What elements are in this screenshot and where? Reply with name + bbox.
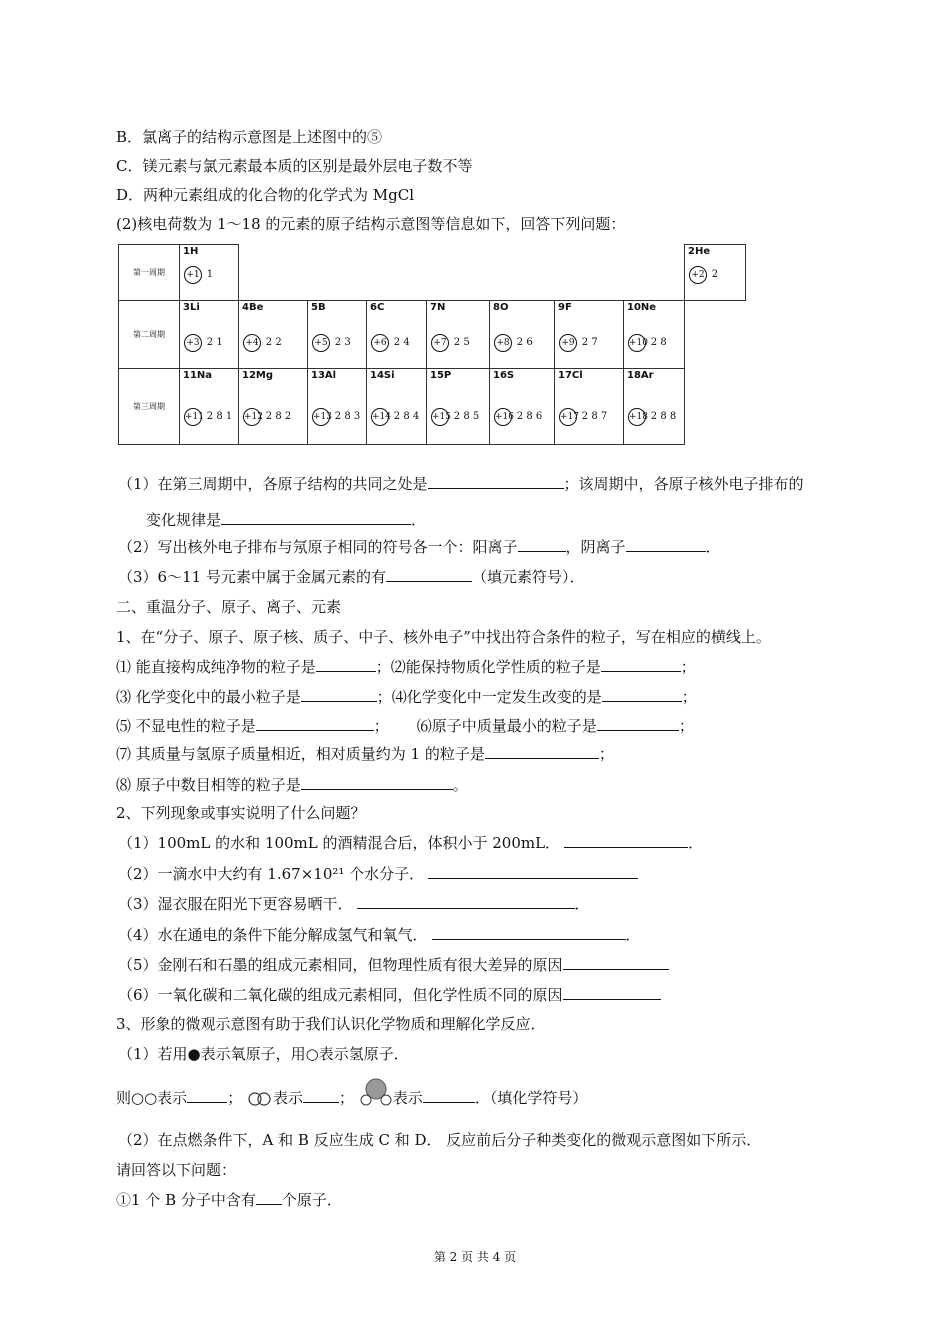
h2-molecule-icon: [247, 1091, 273, 1107]
nucleus-charge: +1: [184, 266, 202, 284]
element-symbol: 10Ne: [627, 302, 657, 313]
cell-element: [367, 301, 427, 369]
cell-element: [427, 369, 490, 445]
p7-line: [116, 744, 614, 764]
u5-end: 个原子．: [281, 1191, 342, 1209]
nucleus-charge: +18: [628, 408, 646, 426]
atom-diagram: [559, 405, 607, 426]
question-2-intro: (2)核电荷数为 1～18 的元素的原子结构示意图等信息如下，回答下列问题：: [116, 215, 626, 233]
electron-shells: 2 1: [206, 337, 223, 348]
electron-shells: 2 8 6: [516, 411, 543, 422]
p7-text: ⑺ 其质量与氢原子质量相近，相对质量约为 1 的粒子是: [116, 745, 485, 763]
atom-diagram: [184, 405, 232, 426]
electron-shells: 2 8 8: [650, 411, 677, 422]
atom-diagram: [371, 331, 410, 352]
atom-diagram: [559, 331, 598, 352]
answer-blank[interactable]: [626, 537, 706, 552]
q3-text: （3）6～11 号元素中属于金属元素的有: [118, 568, 386, 586]
row-label-2: 第二周期: [119, 301, 180, 369]
q2-text: （2）写出核外电子排布与氖原子相同的符号各一个：阳离子: [118, 538, 518, 556]
element-symbol: 4Be: [242, 302, 264, 313]
q2-end: ．: [705, 538, 721, 556]
answer-blank[interactable]: [357, 894, 575, 909]
electron-shells: 2 8 5: [453, 411, 480, 422]
p8-line: [116, 775, 468, 795]
atom-diagram: [494, 331, 533, 352]
electron-shells: 2 8 1: [206, 411, 233, 422]
answer-blank[interactable]: [602, 687, 682, 702]
atom-diagram: [312, 331, 351, 352]
nucleus-charge: +3: [184, 334, 202, 352]
answer-blank[interactable]: [564, 833, 688, 848]
u1-line: （1）若用●表示氧原子，用○表示氢原子．: [118, 1045, 409, 1063]
electron-shells: 2 3: [334, 337, 351, 348]
t1-text: （1）100mL 的水和 100mL 的酒精混合后，体积小于 200mL．: [118, 834, 561, 852]
t6-text: （6）一氧化碳和二氧化碳的组成元素相同，但化学性质不同的原因: [118, 986, 563, 1004]
q2-text-b: ，阴离子: [565, 538, 626, 556]
answer-blank[interactable]: [316, 657, 376, 672]
element-symbol: 7N: [430, 302, 446, 313]
answer-blank[interactable]: [303, 1088, 339, 1103]
nucleus-charge: +6: [371, 334, 389, 352]
page-footer: 第 2 页 共 4 页: [433, 1250, 517, 1264]
answer-blank[interactable]: [601, 657, 681, 672]
answer-blank[interactable]: [256, 716, 374, 731]
p5-end: ；: [678, 717, 694, 735]
q2-line: [118, 537, 721, 557]
atom-diagram: [431, 405, 479, 426]
q1-line-2: [146, 510, 426, 530]
empty-span: [239, 245, 685, 301]
t3-text: （3）湿衣服在阳光下更容易晒干．: [118, 895, 353, 913]
element-symbol: 17Cl: [558, 370, 583, 381]
t1-line: [118, 833, 703, 853]
answer-blank[interactable]: [301, 775, 453, 790]
element-symbol: 5B: [311, 302, 326, 313]
cell-element: [490, 369, 555, 445]
t6-line: [118, 985, 661, 1005]
p5-text-c: ⑹原子中质量最小的粒子是: [416, 717, 597, 735]
element-symbol: 12Mg: [242, 370, 274, 381]
u2-text-c: 表示: [272, 1089, 303, 1107]
cell-element: [180, 369, 239, 445]
section-2-heading: 二、重温分子、原子、离子、元素: [116, 598, 342, 616]
p8-end: 。: [452, 776, 468, 794]
answer-blank[interactable]: [597, 716, 679, 731]
answer-blank[interactable]: [518, 537, 566, 552]
answer-blank[interactable]: [432, 925, 626, 940]
atom-diagram: [494, 405, 542, 426]
t3-end: ．: [574, 895, 590, 913]
q1-text-c: 变化规律是: [146, 511, 222, 529]
cell-element: [308, 369, 367, 445]
cell-element: [555, 301, 624, 369]
nucleus-charge: +12: [243, 408, 261, 426]
q3-text-b: （填元素符号）．: [471, 568, 585, 586]
q3-line: [118, 567, 584, 587]
atom-diagram: [628, 405, 676, 426]
nucleus-charge: +4: [243, 334, 261, 352]
p7-end: ；: [598, 745, 614, 763]
electron-shells: 2 8 4: [393, 411, 420, 422]
t4-end: ．: [625, 926, 641, 944]
part-1-instruction: 1、在“分子、原子、原子核、质子、中子、核外电子”中找出符合条件的粒子，写在相应的横线上。: [116, 628, 771, 646]
answer-blank[interactable]: [187, 1088, 227, 1103]
u2-text-e: 表示: [392, 1089, 423, 1107]
answer-blank[interactable]: [428, 864, 638, 879]
nucleus-charge: +5: [312, 334, 330, 352]
option-d: D．两种元素组成的化合物的化学式为 MgCl: [116, 186, 415, 204]
element-symbol: 1H: [183, 246, 199, 257]
answer-blank[interactable]: [563, 985, 661, 1000]
option-c: C．镁元素与氯元素最本质的区别是最外层电子数不等: [116, 157, 473, 175]
u2-line: [116, 1088, 587, 1108]
u4-line: 请回答以下问题：: [116, 1161, 237, 1179]
q1-text-b: ；该周期中，各原子核外电子排布的: [563, 475, 804, 493]
u2-sep-2: ；: [339, 1089, 355, 1107]
answer-blank[interactable]: [485, 744, 599, 759]
p3-text-b: ；⑷化学变化中一定发生改变的是: [376, 688, 602, 706]
nucleus-charge: +8: [494, 334, 512, 352]
electron-shells: 2 8 3: [334, 411, 361, 422]
t2-line: [118, 864, 638, 884]
element-symbol: 13Al: [311, 370, 337, 381]
nucleus-charge: +16: [494, 408, 512, 426]
electron-shells: 2 2: [265, 337, 282, 348]
water-molecule-icon: [359, 1078, 393, 1108]
atom-diagram: [371, 405, 419, 426]
t5-text: （5）金刚石和石墨的组成元素相同，但物理性质有很大差异的原因: [118, 956, 563, 974]
cell-element: [624, 301, 685, 369]
answer-blank[interactable]: [386, 567, 472, 582]
q1-line: [118, 474, 804, 494]
cell-element: [308, 301, 367, 369]
u2-end: ．（填化学符号）: [474, 1089, 588, 1107]
p3-text: ⑶ 化学变化中的最小粒子是: [116, 688, 301, 706]
electron-shells: 2 8: [650, 337, 667, 348]
answer-blank[interactable]: [428, 474, 564, 489]
nucleus-charge: +10: [628, 334, 646, 352]
electron-shells: 2 5: [453, 337, 470, 348]
element-symbol: 8O: [493, 302, 509, 313]
q1-text: （1）在第三周期中，各原子结构的共同之处是: [118, 475, 428, 493]
p8-text: ⑻ 原子中数目相等的粒子是: [116, 776, 301, 794]
element-symbol: 9F: [558, 302, 572, 313]
nucleus-charge: +13: [312, 408, 330, 426]
electron-shells: 2 8 2: [265, 411, 292, 422]
element-symbol: 18Ar: [627, 370, 654, 381]
cell-element: [427, 301, 490, 369]
p5-text: ⑸ 不显电性的粒子是: [116, 717, 256, 735]
cell-element: [555, 369, 624, 445]
t4-text: （4）水在通电的条件下能分解成氢气和氧气．: [118, 926, 428, 944]
cell-element: [367, 369, 427, 445]
t2-text: （2）一滴水中大约有 1.67×10²¹ 个水分子．: [118, 865, 425, 883]
answer-blank[interactable]: [256, 1190, 282, 1205]
u3-line: （2）在点燃条件下，A 和 B 反应生成 C 和 D． 反应前后分子种类变化的微观示意图如下所示．: [118, 1131, 762, 1149]
cell-element: [239, 369, 308, 445]
element-symbol: 15P: [430, 370, 452, 381]
element-symbol: 14Si: [370, 370, 395, 381]
electron-shells: 2 7: [581, 337, 598, 348]
element-symbol: 11Na: [183, 370, 213, 381]
nucleus-charge: +17: [559, 408, 577, 426]
periodic-table: [118, 244, 746, 445]
p5-sep: ；: [373, 717, 389, 735]
element-symbol: 6C: [370, 302, 385, 313]
atom-diagram: [431, 331, 470, 352]
u5-text: ①1 个 B 分子中含有: [116, 1191, 256, 1209]
electron-shells: 2 8 7: [581, 411, 608, 422]
p3-line: [116, 687, 697, 707]
nucleus-charge: +11: [184, 408, 202, 426]
p1-line: [116, 657, 696, 677]
p1-end: ；: [680, 658, 696, 676]
p5-line: [116, 716, 694, 736]
nucleus-charge: +9: [559, 334, 577, 352]
cell-he: [685, 245, 746, 301]
q1-end: ．: [411, 511, 427, 529]
cell-h: [180, 245, 239, 301]
atom-diagram: [312, 405, 360, 426]
part-2-instruction: 2、下列现象或事实说明了什么问题？: [116, 804, 366, 822]
electron-shells: 2 4: [393, 337, 410, 348]
answer-blank[interactable]: [221, 510, 411, 525]
element-symbol: 2He: [688, 246, 711, 257]
nucleus-charge: +2: [689, 266, 707, 284]
row-label-3: 第三周期: [119, 369, 180, 445]
part-3-instruction: 3、形象的微观示意图有助于我们认识化学物质和理解化学反应．: [116, 1015, 546, 1033]
element-symbol: 16S: [493, 370, 515, 381]
electron-shells: 1: [206, 269, 214, 280]
element-symbol: 3Li: [183, 302, 200, 313]
u5-line: [116, 1190, 342, 1210]
answer-blank[interactable]: [301, 687, 377, 702]
answer-blank[interactable]: [563, 955, 669, 970]
p1-text: ⑴ 能直接构成纯净物的粒子是: [116, 658, 316, 676]
p1-text-b: ；⑵能保持物质化学性质的粒子是: [375, 658, 601, 676]
cell-element: [180, 301, 239, 369]
answer-blank[interactable]: [423, 1088, 475, 1103]
atom-diagram: [689, 263, 718, 284]
t3-line: [118, 894, 590, 914]
t5-line: [118, 955, 669, 975]
atom-diagram: [184, 263, 213, 284]
atom-diagram: [243, 331, 282, 352]
electron-shells: 2: [711, 269, 719, 280]
cell-element: [239, 301, 308, 369]
u2-text: 则○○表示: [116, 1089, 188, 1107]
p3-end: ；: [681, 688, 697, 706]
row-label-1: 第一周期: [119, 245, 180, 301]
cell-element: [490, 301, 555, 369]
nucleus-charge: +15: [431, 408, 449, 426]
atom-diagram: [628, 331, 667, 352]
atom-diagram: [243, 405, 291, 426]
nucleus-charge: +7: [431, 334, 449, 352]
electron-shells: 2 6: [516, 337, 533, 348]
nucleus-charge: +14: [371, 408, 389, 426]
t1-end: ．: [688, 834, 704, 852]
t4-line: [118, 925, 641, 945]
option-b: B．氯离子的结构示意图是上述图中的⑤: [116, 128, 383, 146]
atom-diagram: [184, 331, 223, 352]
u2-sep: ；: [227, 1089, 243, 1107]
cell-element: [624, 369, 685, 445]
